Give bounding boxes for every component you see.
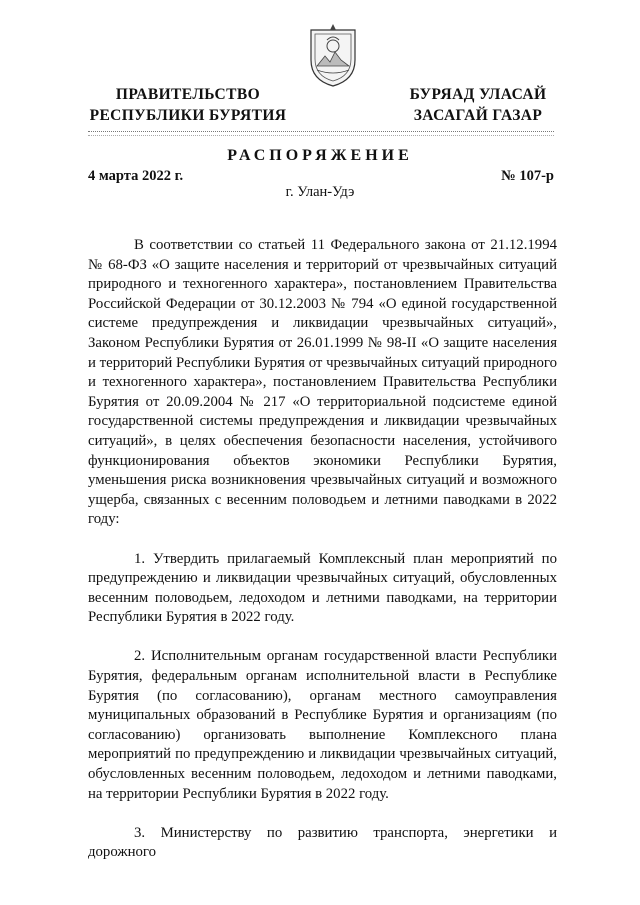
document-date: 4 марта 2022 г. [88,168,184,184]
header-right [398,84,558,126]
header-left [88,84,288,126]
header-divider [88,131,554,132]
paragraph-item-3: 3. Министерству по развитию транспорта, энергетики и дорожного [88,824,557,861]
paragraph-item-1: 1. Утвердить прилагаемый Комплексный план мероприятий по предупреждению и ликвидации чрезвычайных ситуаций, обусловленных весенним половодьем, ледоходом и летними паводками, на территории Республики Бурятия в 2022 году. [88,550,557,626]
paragraph-item-2: 2. Исполнительным органам государственной власти Республики Бурятия, федеральным органам исполнительной власти в Республике Бурятия (по согласованию), органам местного самоуправления муниципальных образований в Республике Бурятия и организациям (по согласованию) организовать выполнение Комплексного плана мероприятий по предупреждению и ликвидации чрезвычайных ситуаций, обусловленных весенним половодьем, ледоходом и летними паводками, на территории Республики Бурятия в 2022 году. [88,648,557,802]
header-right-line2: ЗАСАГАЙ ГАЗАР [413,107,543,124]
document-title: РАСПОРЯЖЕНИЕ [227,147,413,164]
document-number: № 107-р [501,168,554,184]
document-city: г. Улан-Удэ [285,184,355,200]
header-left-line2: РЕСПУБЛИКИ БУРЯТИЯ [89,107,287,124]
header-divider-second [88,135,554,136]
header-right-line1: БУРЯАД УЛАСАЙ [409,86,547,103]
coat-of-arms-icon [303,22,363,88]
paragraph-preamble: В соответствии со статьей 11 Федерального закона от 21.12.1994 № 68-ФЗ «О защите населения и территорий от чрезвычайных ситуаций природного и техногенного характера», постановлением Правительства Российской Федерации от 30.12.2003 № 794 «О единой государственной системе предупреждения и ликвидации чрезвычайных ситуаций», Законом Республики Бурятия от 26.01.1999 № 98-II «О защите населения и территорий Республики Бурятия от чрезвычайных ситуаций природного и техногенного характера», постановлением Правительства Республики Бурятия от 20.09.2004 № 217 «О территориальной подсистеме единой государственной системы предупреждения и ликвидации чрезвычайных ситуаций», в целях обеспечения безопасности населения, устойчивого функционирования объектов экономики Республики Бурятия, уменьшения риска возникновения чрезвычайных ситуаций и возможного ущерба, связанных с весенним половодьем и летними паводками в 2022 году: [88,237,557,528]
document-body [88,236,557,883]
header-left-line1: ПРАВИТЕЛЬСТВО [115,86,261,103]
